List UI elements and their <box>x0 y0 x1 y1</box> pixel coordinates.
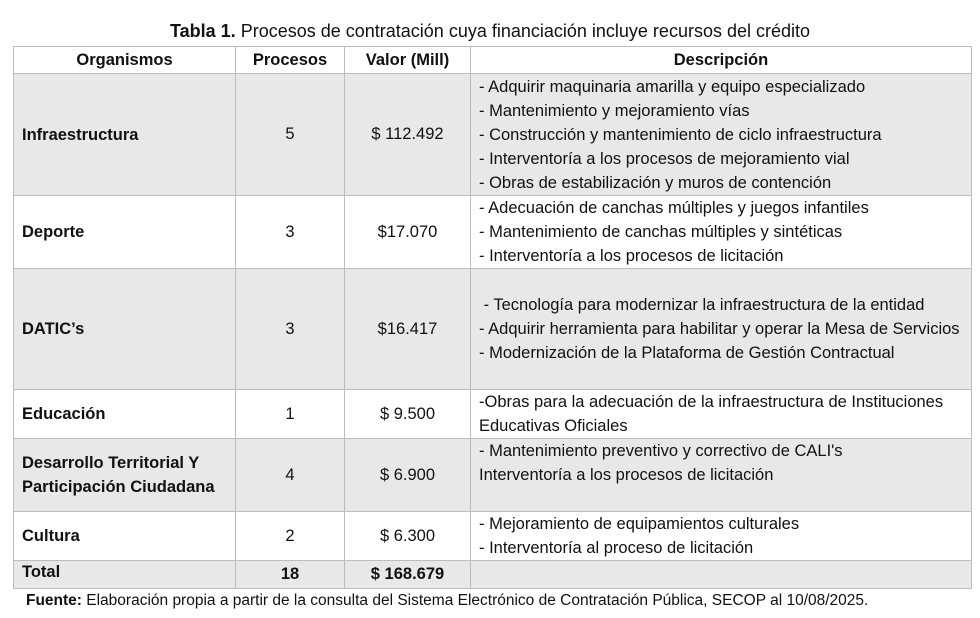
descripcion-item: - Construcción y mantenimiento de ciclo infraestructura <box>479 125 882 144</box>
organismo-cell: Infraestructura <box>14 74 236 196</box>
total-valor: $ 168.679 <box>345 561 471 589</box>
valor-cell: $ 9.500 <box>345 390 471 439</box>
valor-cell: $17.070 <box>345 196 471 269</box>
total-procesos: 18 <box>236 561 345 589</box>
descripcion-item: - Tecnología para modernizar la infraestructura de la entidad <box>479 296 925 314</box>
descripcion-cell <box>471 196 972 269</box>
descripcion-item: - Interventoría al proceso de licitación <box>479 539 754 557</box>
total-row <box>14 561 972 589</box>
source-label: Fuente: <box>26 592 82 609</box>
descripcion-item: - Adquirir herramienta para habilitar y operar la Mesa de Servicios <box>479 320 960 338</box>
procesos-cell: 3 <box>236 269 345 390</box>
header-descripcion: Descripción <box>471 47 972 74</box>
source-note <box>26 591 868 611</box>
descripcion-item: -Obras para la adecuación de la infraestructura de Instituciones Educativas Oficiales <box>479 393 944 435</box>
descripcion-item: Interventoría a los procesos de licitación <box>479 466 774 484</box>
descripcion-item: - Mejoramiento de equipamientos culturales <box>479 515 800 533</box>
header-row <box>14 47 972 74</box>
descripcion-cell <box>471 390 972 439</box>
organismo-cell: Cultura <box>14 512 236 561</box>
valor-cell: $16.417 <box>345 269 471 390</box>
organismo-cell: Deporte <box>14 196 236 269</box>
organismo-cell: Desarrollo Territorial Y Participación Ciudadana <box>14 439 236 512</box>
descripcion-cell <box>471 74 972 196</box>
descripcion-item: - Mantenimiento y mejoramiento vías <box>479 101 750 120</box>
procesos-cell: 5 <box>236 74 345 196</box>
header-valor: Valor (Mill) <box>345 47 471 74</box>
descripcion-item: - Interventoría a los procesos de mejoramiento vial <box>479 149 850 168</box>
table-row <box>14 196 972 269</box>
total-descripcion-empty <box>471 561 972 589</box>
caption-label: Tabla 1. <box>169 21 236 41</box>
descripcion-cell <box>471 439 972 512</box>
descripcion-item: - Adquirir maquinaria amarilla y equipo especializado <box>479 77 866 96</box>
table-row <box>14 390 972 439</box>
descripcion-item: - Interventoría a los procesos de licitación <box>479 247 784 265</box>
caption-text: Procesos de contratación cuya financiación incluye recursos del crédito <box>240 21 811 41</box>
header-organismos: Organismos <box>14 47 236 74</box>
contracting-processes-table <box>13 46 972 589</box>
table-row <box>14 439 972 512</box>
organismo-cell: DATIC’s <box>14 269 236 390</box>
procesos-cell: 2 <box>236 512 345 561</box>
source-text: Elaboración propia a partir de la consulta del Sistema Electrónico de Contratación Pública, SECOP al 10/08/2025. <box>81 592 869 609</box>
descripcion-item: - Modernización de la Plataforma de Gestión Contractual <box>479 344 895 362</box>
organismo-cell: Educación <box>14 390 236 439</box>
procesos-cell: 1 <box>236 390 345 439</box>
procesos-cell: 4 <box>236 439 345 512</box>
table-row <box>14 512 972 561</box>
procesos-cell: 3 <box>236 196 345 269</box>
valor-cell: $ 6.300 <box>345 512 471 561</box>
table-caption <box>0 20 980 42</box>
descripcion-item: - Adecuación de canchas múltiples y juegos infantiles <box>479 199 869 217</box>
descripcion-cell <box>471 269 972 390</box>
table-row <box>14 269 972 390</box>
total-label: Total <box>14 561 236 589</box>
valor-cell: $ 6.900 <box>345 439 471 512</box>
descripcion-item: - Mantenimiento preventivo y correctivo de CALI's <box>479 442 843 460</box>
descripcion-item: - Mantenimiento de canchas múltiples y sintéticas <box>479 223 843 241</box>
table-row <box>14 74 972 196</box>
valor-cell: $ 112.492 <box>345 74 471 196</box>
descripcion-cell <box>471 512 972 561</box>
header-procesos: Procesos <box>236 47 345 74</box>
descripcion-item: - Obras de estabilización y muros de contención <box>479 173 832 192</box>
